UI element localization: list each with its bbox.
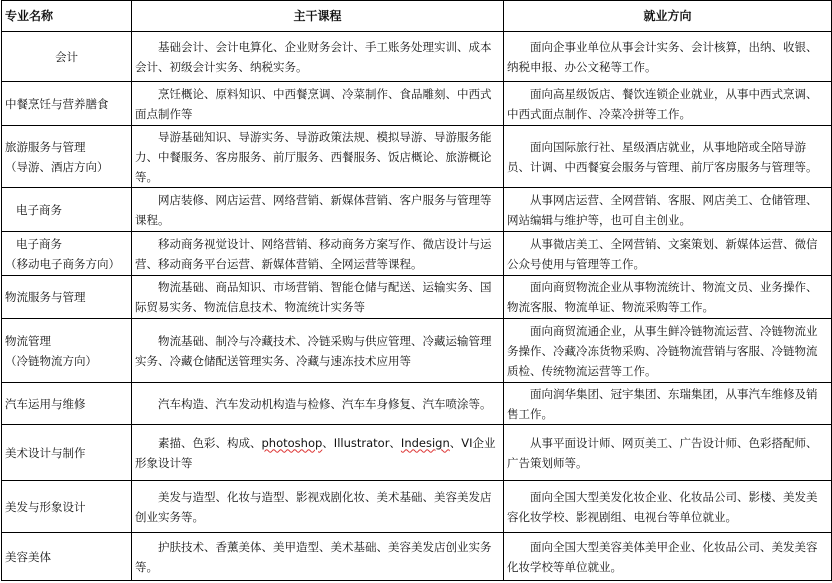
major-name-cell [2, 126, 132, 188]
career-direction: 面向高星级饭店、餐饮连锁企业就业，从事中西式烹调、中西式面点制作、冷菜冷拼等工作。 [504, 82, 832, 126]
course-text: 、VI企业形象设计等 [135, 435, 496, 470]
major-direction: （移动电子商务方向） [5, 256, 120, 271]
main-courses: 网店装修、网店运营、网络营销、新媒体营销、客户服务与管理等课程。 [132, 188, 504, 232]
table-row [2, 425, 832, 481]
career-direction: 从事微店美工、全网营销、文案策划、新媒体运营、微信公众号使用与管理等工作。 [504, 232, 832, 276]
main-courses: 物流基础、制冷与冷藏技术、冷链采购与供应管理、冷藏运输管理实务、冷藏仓储配送管理实务、冷藏与速冻技术应用等 [132, 319, 504, 383]
main-courses [132, 425, 504, 481]
career-direction: 面向商贸物流企业从事物流统计、物流文员、业务操作、物流客服、物流单证、物流采购等工作。 [504, 276, 832, 319]
major-name: 物流服务与管理 [2, 276, 132, 319]
table-row [2, 32, 832, 82]
table-row [2, 319, 832, 383]
main-courses: 物流基础、商品知识、市场营销、智能仓储与配送、运输实务、国际贸易实务、物流信息技术、物流统计实务等 [132, 276, 504, 319]
table-row [2, 383, 832, 425]
career-direction: 面向国际旅行社、星级酒店就业，从事地陪或全陪导游员、计调、中西餐宴会服务与管理、前厅客房服务与管理等。 [504, 126, 832, 188]
header-main-courses: 主干课程 [132, 1, 504, 32]
header-major-name: 专业名称 [2, 1, 132, 32]
main-courses: 基础会计、会计电算化、企业财务会计、手工账务处理实训、成本会计、初级会计实务、纳税实务。 [132, 32, 504, 82]
career-direction: 面向企事业单位从事会计实务、会计核算，出纳、收银、纳税申报、办公文秘等工作。 [504, 32, 832, 82]
career-direction: 面向全国大型美发化妆企业、化妆品公司、影楼、美发美容化妆学校、影视剧组、电视台等单位就业。 [504, 481, 832, 533]
table-row [2, 533, 832, 581]
main-courses: 汽车构造、汽车发动机构造与检修、汽车车身修复、汽车喷涂等。 [132, 383, 504, 425]
major-name: 美发与形象设计 [2, 481, 132, 533]
major-name-cell [2, 232, 132, 276]
course-photoshop: photoshop [261, 435, 323, 450]
career-direction: 从事网店运营、全网营销、客服、网店美工、仓储管理、网站编辑与维护等，也可自主创业。 [504, 188, 832, 232]
table-row [2, 188, 832, 232]
header-career-direction: 就业方向 [504, 1, 832, 32]
major-name: 美容美体 [2, 533, 132, 581]
major-name: 物流管理 [5, 333, 51, 348]
table-row [2, 481, 832, 533]
main-courses: 美发与造型、化妆与造型、影视戏剧化妆、美术基础、美容美发店创业实务等。 [132, 481, 504, 533]
major-name: 电子商务 [16, 236, 62, 251]
course-indesign: Indesign [400, 435, 450, 450]
major-name: 会计 [2, 32, 132, 82]
main-courses: 导游基础知识、导游实务、导游政策法规、模拟导游、导游服务能力、中餐服务、客房服务、前厅服务、西餐服务、饭店概论、旅游概论等。 [132, 126, 504, 188]
course-text: 素描、色彩、构成、 [158, 435, 262, 450]
main-courses: 移动商务视觉设计、网络营销、移动商务方案写作、微店设计与运营、移动商务平台运营、新媒体营销、全网运营等课程。 [132, 232, 504, 276]
major-direction: （导游、酒店方向） [5, 159, 109, 174]
table-row [2, 232, 832, 276]
majors-table [1, 0, 832, 581]
table-row [2, 276, 832, 319]
major-name: 美术设计与制作 [2, 425, 132, 481]
main-courses: 护肤技术、香薰美体、美甲造型、美术基础、美容美发店创业实务等。 [132, 533, 504, 581]
major-name-cell [2, 319, 132, 383]
career-direction: 面向商贸流通企业，从事生鲜冷链物流运营、冷链物流业务操作、冷藏冷冻货物采购、冷链物流营销与客服、冷链物流质检、传统物流运营等工作。 [504, 319, 832, 383]
main-courses: 烹饪概论、原料知识、中西餐烹调、冷菜制作、食品雕刻、中西式面点制作等 [132, 82, 504, 126]
major-name: 旅游服务与管理 [5, 139, 86, 154]
table-header-row [2, 1, 832, 32]
table-row [2, 126, 832, 188]
major-name: 汽车运用与维修 [2, 383, 132, 425]
career-direction: 从事平面设计师、网页美工、广告设计师、色彩搭配师、广告策划师等。 [504, 425, 832, 481]
career-direction: 面向润华集团、冠宇集团、东瑞集团，从事汽车维修及销售工作。 [504, 383, 832, 425]
course-text: 、Illustrator、 [322, 435, 401, 450]
major-name: 中餐烹饪与营养膳食 [2, 82, 132, 126]
major-name: 电子商务 [2, 188, 132, 232]
table-row [2, 82, 832, 126]
major-direction: （冷链物流方向） [5, 353, 97, 368]
career-direction: 面向全国大型美容美体美甲企业、化妆品公司、美发美容化妆学校等单位就业。 [504, 533, 832, 581]
